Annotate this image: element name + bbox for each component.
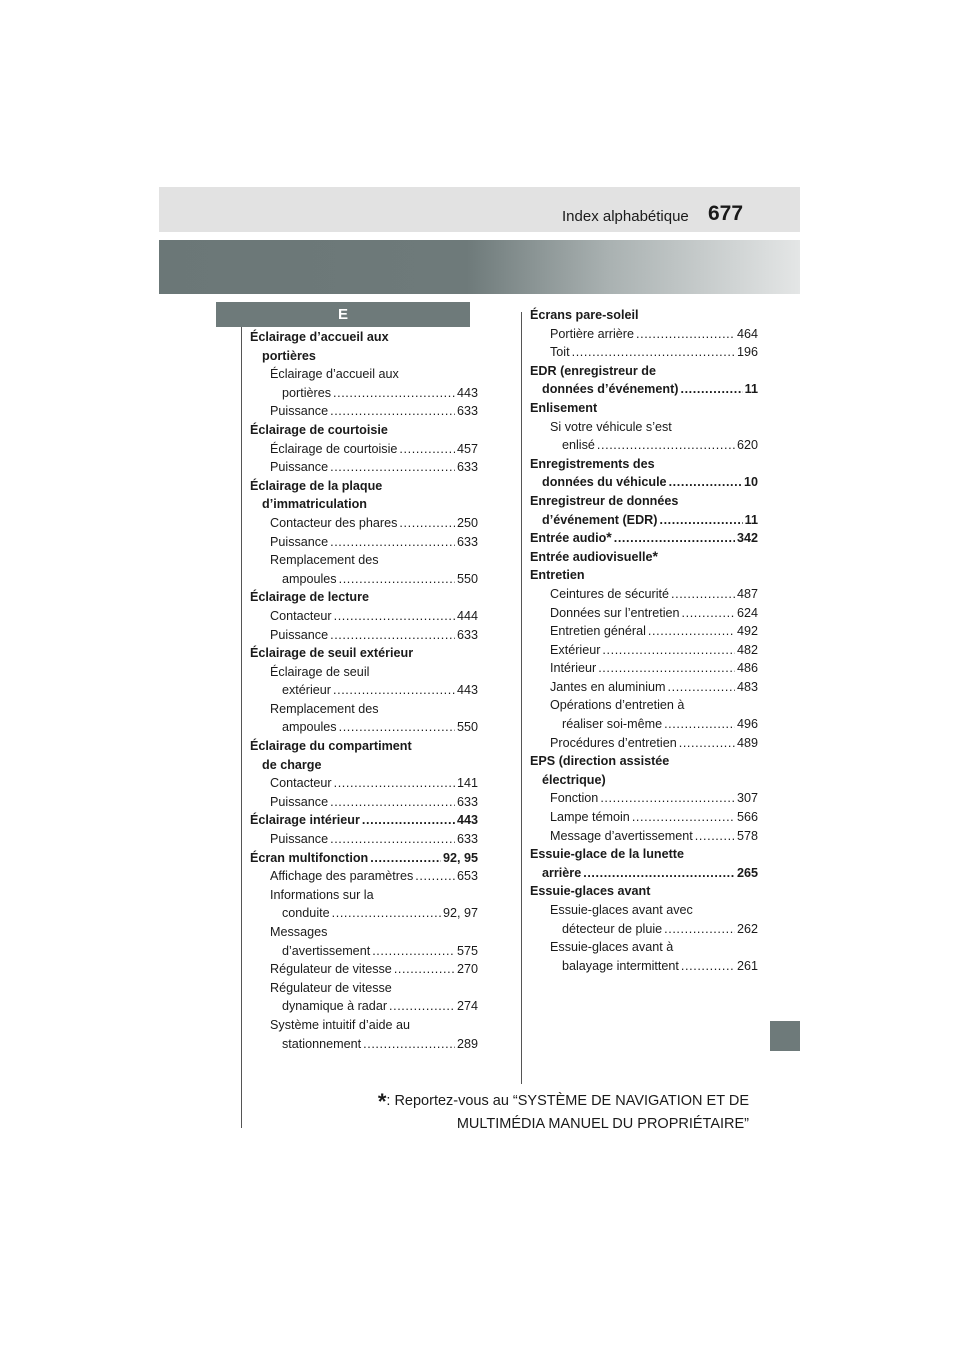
index-entry — [250, 421, 478, 440]
index-entry-text: Éclairage de courtoisie — [250, 422, 388, 437]
index-entry-text: Essuie-glaces avant — [530, 884, 651, 899]
index-entry — [530, 808, 758, 827]
index-entry — [250, 533, 478, 552]
index-entry-text: Éclairage de la plaque — [250, 478, 383, 493]
index-entry-text: conduite — [282, 906, 330, 921]
index-entry — [250, 811, 478, 830]
dot-leader — [330, 830, 455, 849]
dot-leader — [333, 681, 455, 700]
index-entry-text: Si votre véhicule s’est — [550, 419, 672, 434]
index-entry-text: d’immatriculation — [262, 497, 367, 512]
index-entry-text: Éclairage d’accueil aux — [270, 367, 399, 382]
index-entry-page: 566 — [736, 810, 758, 825]
index-entry-text: Puissance — [270, 832, 329, 847]
index-entry-text: Messages — [270, 925, 328, 939]
index-entry — [530, 771, 758, 790]
index-column-left — [250, 328, 478, 1053]
index-entry — [250, 849, 478, 868]
dot-leader — [614, 529, 735, 548]
index-entry — [530, 957, 758, 976]
dot-leader — [334, 607, 455, 626]
index-entry — [250, 960, 478, 979]
index-entry-text: d’avertissement — [282, 943, 371, 958]
index-entry-text: Procédures d’entretien — [550, 735, 677, 750]
dot-leader — [659, 511, 742, 530]
index-entry-text: données d’événement) — [542, 382, 679, 397]
index-entry — [250, 886, 478, 905]
index-entry — [250, 942, 478, 961]
index-entry-text: Entrée audiovisuelle — [530, 549, 653, 564]
index-entry — [530, 845, 758, 864]
index-entry-text: données du véhicule — [542, 475, 667, 490]
index-entry — [250, 440, 478, 459]
index-entry-text: Éclairage intérieur — [250, 813, 360, 828]
dot-leader — [389, 997, 455, 1016]
dot-leader — [339, 718, 455, 737]
footnote-text-1: : Reportez-vous au “SYSTÈME DE NAVIGATION ET DE — [386, 1093, 749, 1109]
index-entry-page: 483 — [736, 679, 758, 694]
section-letter-header: E — [216, 302, 470, 327]
index-entry — [530, 455, 758, 474]
index-entry — [530, 492, 758, 511]
index-entry — [530, 678, 758, 697]
index-entry-page: 550 — [456, 720, 478, 735]
index-entry — [250, 347, 478, 366]
index-entry — [250, 626, 478, 645]
index-entry — [250, 997, 478, 1016]
dot-leader — [602, 641, 735, 660]
index-entry-text: Éclairage de lecture — [250, 590, 370, 605]
decorative-band — [159, 240, 800, 294]
index-entry-text: Éclairage de seuil extérieur — [250, 646, 414, 661]
index-entry-page: 486 — [736, 661, 758, 676]
index-entry-page: 653 — [456, 869, 478, 884]
dot-leader — [648, 622, 735, 641]
index-entry — [250, 1016, 478, 1035]
dot-leader — [600, 789, 735, 808]
index-entry — [250, 1035, 478, 1054]
index-entry-text: arrière — [542, 865, 582, 880]
index-entry-page: 196 — [736, 345, 758, 360]
index-entry-page: 633 — [456, 794, 478, 809]
index-entry-text: Éclairage de courtoisie — [270, 441, 398, 456]
index-entry — [250, 458, 478, 477]
dot-leader — [682, 604, 735, 623]
dot-leader — [394, 960, 455, 979]
index-entry — [250, 477, 478, 496]
dot-leader — [372, 942, 455, 961]
index-entry-page: 270 — [456, 962, 478, 977]
index-entry-text: Entrée audio — [530, 531, 607, 546]
index-entry-text: Enregistrements des — [530, 456, 655, 471]
dot-leader — [680, 380, 742, 399]
index-entry-page: 487 — [736, 586, 758, 601]
index-entry — [530, 901, 758, 920]
index-entry-page: 633 — [456, 627, 478, 642]
index-entry-page: 464 — [736, 326, 758, 341]
dot-leader — [664, 920, 735, 939]
index-entry-page: 575 — [456, 943, 478, 958]
index-entry-text: Puissance — [270, 794, 329, 809]
footnote-line-1 — [377, 1089, 749, 1114]
dot-leader — [415, 867, 455, 886]
page-number: 677 — [708, 202, 744, 225]
index-entry-text: Contacteur des phares — [270, 515, 398, 530]
dot-leader — [664, 715, 735, 734]
index-entry — [530, 715, 758, 734]
index-entry-text: Contacteur — [270, 776, 332, 791]
index-entry-page: 92, 95 — [442, 850, 478, 865]
index-entry-text: Lampe témoin — [550, 810, 630, 825]
index-entry — [530, 752, 758, 771]
index-entry-text: Entretien général — [550, 624, 646, 639]
index-entry-text: Écran multifonction — [250, 850, 369, 865]
index-entry-text: Entretien — [530, 568, 585, 583]
dot-leader — [334, 774, 455, 793]
index-entry — [530, 604, 758, 623]
index-entry-page: 444 — [456, 608, 478, 623]
index-entry-page: 141 — [456, 776, 478, 791]
index-entry — [250, 737, 478, 756]
index-entry-text: Système intuitif d’aide au — [270, 1017, 411, 1032]
index-entry — [530, 585, 758, 604]
index-entry-page: 482 — [736, 642, 758, 657]
dot-leader — [598, 659, 735, 678]
index-entry-text: d’événement (EDR) — [542, 512, 658, 527]
index-entry-text: portières — [282, 385, 331, 400]
dot-leader — [669, 473, 742, 492]
index-entry-page: 250 — [456, 515, 478, 530]
index-entry-text: Message d’avertissement — [550, 828, 693, 843]
index-entry — [530, 696, 758, 715]
index-entry-page: 620 — [736, 438, 758, 453]
index-entry — [250, 607, 478, 626]
dot-leader — [330, 402, 455, 421]
index-column-right — [530, 306, 758, 975]
index-entry-page: 261 — [736, 958, 758, 973]
index-entry-page: 443 — [456, 385, 478, 400]
column-divider-middle — [521, 312, 522, 1084]
dot-leader — [671, 585, 735, 604]
index-entry-text: Puissance — [270, 534, 329, 549]
index-entry-page: 342 — [736, 531, 758, 546]
index-entry-page: 11 — [744, 382, 758, 397]
index-entry — [530, 938, 758, 957]
index-entry-page: 633 — [456, 832, 478, 847]
index-entry — [530, 641, 758, 660]
index-entry — [250, 644, 478, 663]
index-entry — [250, 402, 478, 421]
index-entry-text: stationnement — [282, 1036, 362, 1051]
index-entry — [250, 774, 478, 793]
index-entry-page: 265 — [736, 865, 758, 880]
index-entry — [530, 343, 758, 362]
index-entry — [250, 700, 478, 719]
index-entry-text: EPS (direction assistée — [530, 754, 670, 769]
index-entry: Entrée audio * ..... 342 — [530, 529, 758, 548]
dot-leader — [695, 827, 735, 846]
index-entry-text: Puissance — [270, 627, 329, 642]
index-entry-text: Contacteur — [270, 608, 332, 623]
index-entry-text: enlisé — [562, 438, 595, 453]
index-entry — [250, 830, 478, 849]
index-entry — [250, 718, 478, 737]
index-entry — [530, 827, 758, 846]
index-entry — [530, 473, 758, 492]
index-entry-text: Éclairage de seuil — [270, 664, 370, 679]
index-entry-text: Régulateur de vitesse — [270, 962, 392, 977]
footnote-line-2: MULTIMÉDIA MANUEL DU PROPRIÉTAIRE” — [456, 1116, 749, 1132]
index-entry-page: 633 — [456, 404, 478, 419]
index-entry-page: 633 — [456, 460, 478, 475]
index-entry — [250, 867, 478, 886]
index-entry-text: Intérieur — [550, 661, 597, 676]
index-entry-page: 578 — [736, 828, 758, 843]
dot-leader — [370, 849, 441, 868]
index-entry — [250, 365, 478, 384]
index-entry — [250, 570, 478, 589]
dot-leader — [632, 808, 735, 827]
index-entry-text: Essuie-glaces avant avec — [550, 903, 693, 917]
index-entry — [250, 495, 478, 514]
dot-leader — [679, 734, 735, 753]
index-entry-page: 274 — [456, 999, 478, 1014]
index-entry-page: 443 — [456, 813, 478, 828]
index-entry-text: réaliser soi-même — [562, 717, 663, 732]
dot-leader — [668, 678, 735, 697]
dot-leader — [363, 1035, 455, 1054]
index-entry-text: balayage intermittent — [562, 958, 679, 973]
header-bar — [159, 187, 800, 232]
dot-leader — [333, 384, 455, 403]
index-entry-text: Puissance — [270, 404, 329, 419]
column-divider-left — [241, 306, 242, 1128]
index-entry-text: portières — [262, 348, 316, 363]
index-entry-text: Enregistreur de données — [530, 493, 679, 508]
index-entry-text: Essuie-glace de la lunette — [530, 847, 684, 862]
index-entry — [250, 384, 478, 403]
index-entry — [530, 511, 758, 530]
index-entry: Entrée audiovisuelle * — [530, 548, 758, 567]
index-entry-text: Enlisement — [530, 400, 598, 415]
dot-leader — [330, 626, 455, 645]
index-entry — [530, 734, 758, 753]
index-entry-page: 633 — [456, 534, 478, 549]
index-entry — [530, 789, 758, 808]
index-entry-text: Éclairage d’accueil aux — [250, 330, 389, 344]
index-entry-page: 443 — [456, 683, 478, 698]
index-entry-text: Toit — [550, 345, 570, 360]
index-entry-text: Écrans pare-soleil — [530, 308, 639, 322]
index-entry-text: Informations sur la — [270, 887, 374, 902]
index-entry — [250, 551, 478, 570]
index-entry — [530, 399, 758, 418]
index-entry-page: 289 — [456, 1036, 478, 1051]
index-entry-text: Extérieur — [550, 642, 601, 657]
index-entry-page: 11 — [744, 512, 758, 527]
index-entry-text: ampoules — [282, 720, 337, 735]
index-entry-page: 10 — [743, 475, 758, 490]
index-entry-text: Remplacement des — [270, 553, 379, 568]
index-entry-page: 489 — [736, 735, 758, 750]
dot-leader — [636, 325, 735, 344]
index-entry — [530, 325, 758, 344]
index-entry — [250, 514, 478, 533]
dot-leader — [332, 904, 441, 923]
index-entry-page: 550 — [456, 571, 478, 586]
index-entry-text: Jantes en aluminium — [550, 679, 666, 694]
index-entry-text: extérieur — [282, 683, 331, 698]
index-entry-text: Puissance — [270, 460, 329, 475]
index-entry-text: de charge — [262, 757, 322, 772]
dot-leader — [339, 570, 455, 589]
index-entry — [250, 663, 478, 682]
index-entry-text: Données sur l’entretien — [550, 605, 680, 620]
index-entry-text: EDR (enregistreur de — [530, 363, 656, 378]
index-entry — [250, 681, 478, 700]
index-entry — [250, 793, 478, 812]
page-title: Index alphabétique — [562, 208, 689, 225]
index-entry-page: 457 — [456, 441, 478, 456]
index-entry — [530, 436, 758, 455]
index-entry — [250, 979, 478, 998]
dot-leader — [330, 533, 455, 552]
index-entry — [530, 920, 758, 939]
index-entry — [250, 923, 478, 942]
index-entry-text: Affichage des paramètres — [270, 869, 414, 884]
index-entry — [250, 328, 478, 347]
index-entry-page: 624 — [736, 605, 758, 620]
dot-leader — [681, 957, 735, 976]
dot-leader — [399, 514, 455, 533]
index-entry — [530, 380, 758, 399]
index-entry-text: Fonction — [550, 791, 599, 806]
dot-leader — [572, 343, 735, 362]
section-thumb-tab — [770, 1021, 800, 1051]
dot-leader — [362, 811, 455, 830]
index-entry — [530, 566, 758, 585]
index-entry-text: détecteur de pluie — [562, 921, 663, 936]
index-entry — [250, 756, 478, 775]
index-entry — [530, 622, 758, 641]
index-entry — [530, 362, 758, 381]
dot-leader — [583, 864, 735, 883]
index-entry-text: Régulateur de vitesse — [270, 980, 392, 995]
index-entry-page: 262 — [736, 921, 758, 936]
index-entry-text: ampoules — [282, 571, 337, 586]
index-entry — [530, 864, 758, 883]
index-entry — [530, 882, 758, 901]
index-entry-text: Éclairage du compartiment — [250, 739, 412, 754]
index-entry-page: 492 — [736, 624, 758, 639]
footnote-star: * — [377, 1089, 387, 1114]
index-entry-text: Opérations d’entretien à — [550, 698, 685, 713]
index-entry-text: Ceintures de sécurité — [550, 586, 670, 601]
index-entry — [530, 306, 758, 325]
index-entry-text: dynamique à radar — [282, 999, 388, 1014]
index-entry — [530, 659, 758, 678]
index-entry — [530, 418, 758, 437]
index-entry-text: électrique) — [542, 772, 606, 787]
index-entry-page: 92, 97 — [442, 906, 478, 921]
index-entry-text: Portière arrière — [550, 326, 634, 341]
index-entry-text: Essuie-glaces avant à — [550, 940, 674, 955]
index-entry-page: 496 — [736, 717, 758, 732]
dot-leader — [597, 436, 735, 455]
index-entry-text: Remplacement des — [270, 701, 379, 716]
dot-leader — [330, 458, 455, 477]
index-entry — [250, 588, 478, 607]
dot-leader — [399, 440, 455, 459]
index-entry-page: 307 — [736, 791, 758, 806]
dot-leader — [330, 793, 455, 812]
index-entry — [250, 904, 478, 923]
